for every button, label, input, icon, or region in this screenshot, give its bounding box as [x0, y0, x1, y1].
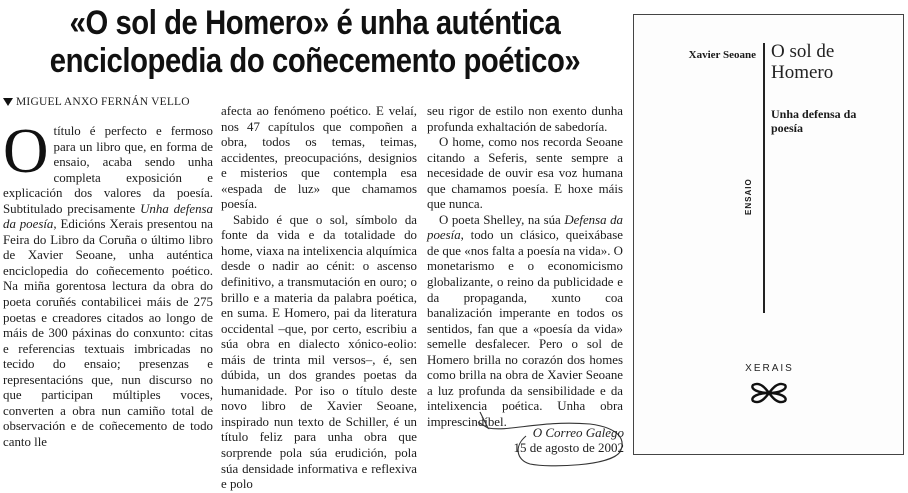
cover-publisher: XERAIS	[745, 363, 794, 374]
headline-line-1: «O sol de Homero» é unha auténtica	[69, 4, 561, 42]
article-text: , Edicións Xerais presentou na Feira do Libro da Coruña o último libro de Xavier Seoane, unha auténtica enciclopedia do coñecemento poético. Na miña gorentosa lectura da obra do poeta coruñés contabilicei máis de 275 poetas e creadores citados ao longo de máis de 300 páxinas do conxunto: citas e referencias textuais imbricadas no tecido do ensaio; presenzas e representacións que, nun discurso no que participan múltiples voces, converten a obra nun camiño total de observación e de coñecemento de todo canto lle	[3, 217, 213, 449]
article-column-2	[221, 104, 417, 493]
drop-cap: O	[3, 116, 49, 186]
source-newspaper: O Correo Galego	[532, 425, 624, 440]
cover-series-label: ENSAIO	[744, 178, 753, 215]
source-citation	[472, 425, 624, 455]
book-subtitle-reference: Unha defensa da poesía	[3, 201, 213, 232]
book-cover	[633, 14, 904, 455]
article-paragraph: afecta ao fenómeno poético. E velaí, nos 47 capítulos que compoñen a obra, todos os temas, teimas, accidentes, preocupacións, designios e misterios que contempla esa «espada de luz» que chamamos poesía.	[221, 104, 417, 212]
article-text: título é perfecto e fermoso para un libro que, en forma de ensaio, acaba sendo unha completa exposición e explicación dos valores da poesía. Subtitulado precisamente	[3, 124, 213, 216]
article-text: , todo un clásico, queixábase de que «nos falta a poesía na vida». O monetarismo e o economicismo globalizante, o reino da publicidade e da propaganda, xunto coa banalización imperante en todos os sentidos, fan que a «poesía da vida» semelle desfalecer. Pero o sol de Homero brilla no corazón dos homes como brilla na obra de Xavier Seoane a luz profunda da sensibilidade e da intelixencia poética. Unha obra imprescindíbel.	[427, 228, 623, 429]
article-column-1	[3, 116, 213, 450]
cover-title: O sol de Homero	[771, 41, 835, 83]
cover-author: Xavier Seoane	[688, 49, 756, 61]
headline-line-2: enciclopedia do coñecemento poético»	[49, 42, 581, 80]
triangle-bullet-icon	[3, 98, 13, 106]
article-paragraph	[3, 116, 213, 450]
publisher-logo-icon	[750, 381, 788, 405]
source-date: 15 de agosto de 2002	[513, 440, 624, 455]
article-paragraph: Sabido é que o sol, símbolo da fonte da vida e da totalidade do home, viaxa na intelixencia alquímica desde o nadir ao cénit: o ascenso definitivo, a transmutación en ouro; o brillo e a materia da palabra poética, en suma. E Homero, pai da literatura occidental –que, por certo, escribiu a súa obra en dialecto xónico-eolio: máis de trinta mil versos–, é, sen dúbida, un dos grandes poetas da humanidade. Por iso o título deste novo libro de Xavier Seoane, inspirado nun texto de Schiller, é un título feliz para unha obra que sorprende pola súa erudición, pola súa densidade informativa e reflexiva e polo	[221, 212, 417, 492]
article-column-3	[427, 104, 623, 430]
headline	[44, 4, 586, 80]
work-title-reference: Defensa da poesía	[427, 212, 623, 243]
article-paragraph: seu rigor de estilo non exento dunha profunda exhaltación de sabedoría.	[427, 104, 623, 134]
cover-subtitle: Unha defensa da poesía	[771, 107, 857, 135]
article-paragraph	[427, 213, 623, 431]
cover-divider	[763, 43, 765, 313]
byline	[3, 96, 233, 108]
byline-author: MIGUEL ANXO FERNÁN VELLO	[16, 96, 190, 108]
article-text: O poeta Shelley, na súa	[439, 212, 565, 227]
article-paragraph: O home, como nos recorda Seoane citando a Seferis, sente sempre a necesidade de ouvir esa voz humana que chamamos poesía. E hoxe máis que nunca.	[427, 135, 623, 212]
